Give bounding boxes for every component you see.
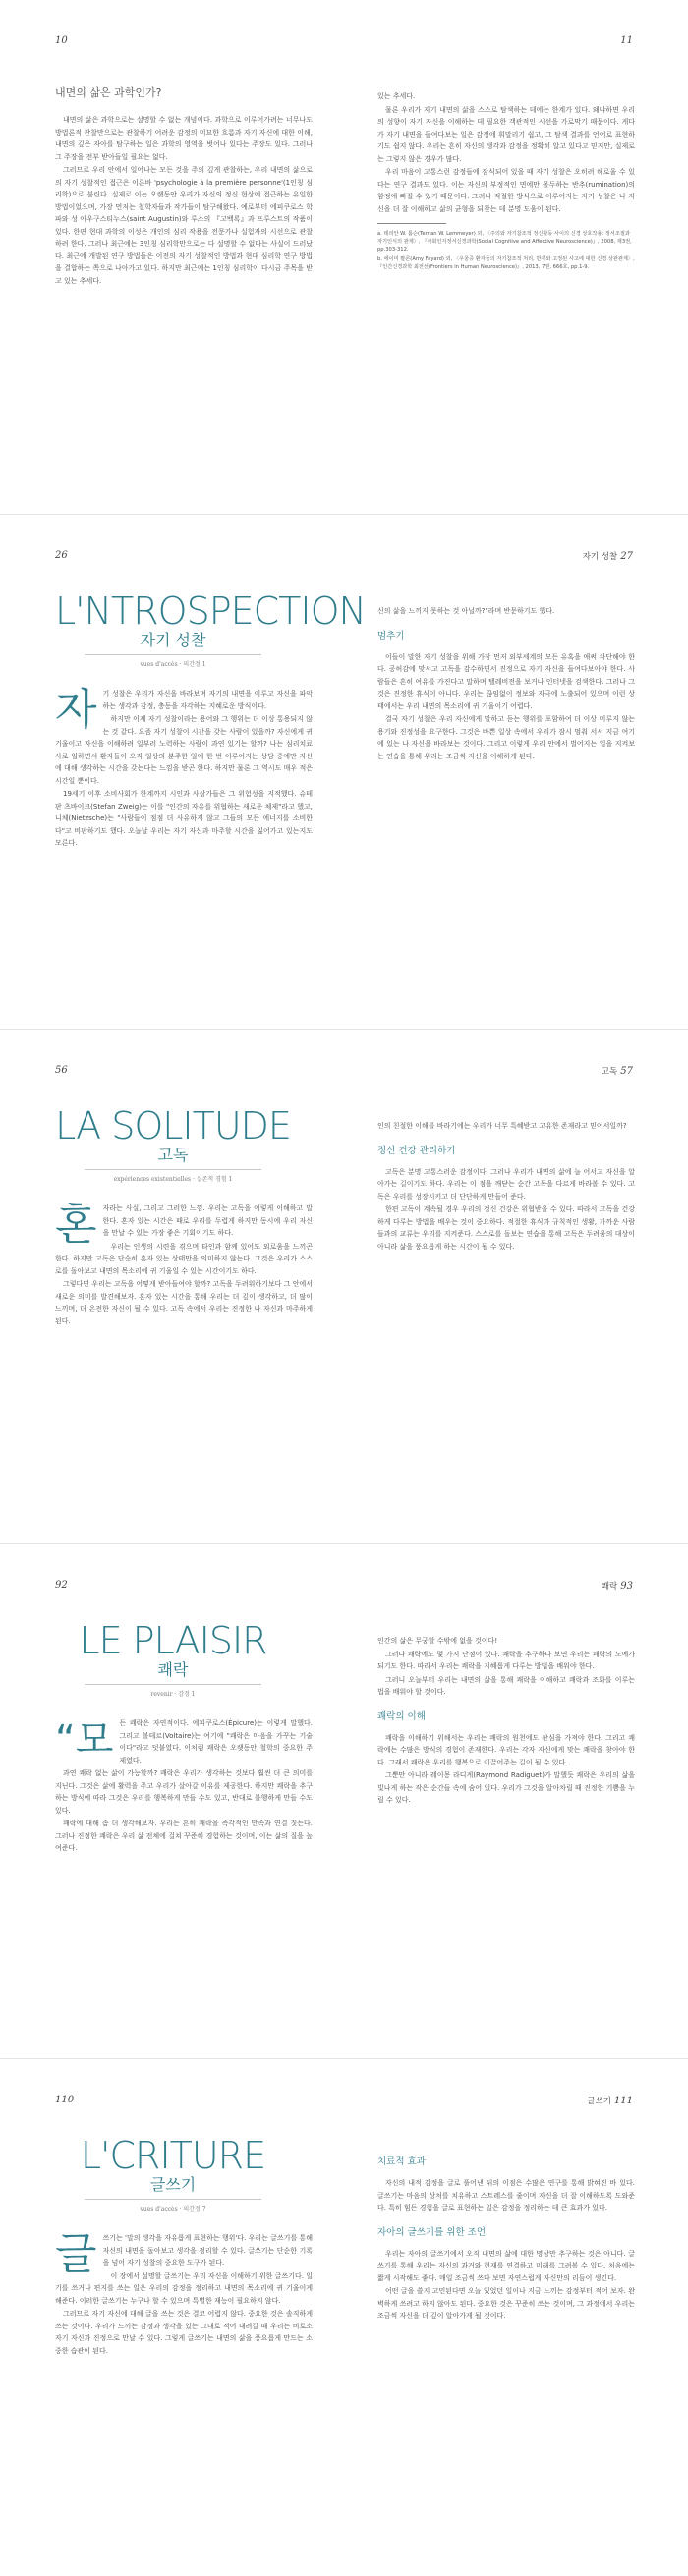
footnote: a. 테리안 W. 톰슨(Terrian W. Lemmeyer) 외, 〈주의와 자기참조적 정신활동 사이의 신경 상호작용: 정서조절과 자기인식의 관계〉, 『사회인지정서신경과학(Social Cognitive and Affective Neuroscience)』, 2008, 제3권, pp.303-312. xyxy=(377,231,632,252)
page-number xyxy=(583,550,633,562)
title-divider xyxy=(85,2199,261,2200)
spread-4 xyxy=(0,1544,688,2059)
paragraph-text: 든 쾌락은 자연적이다. 에피쿠로스(Épicure)는 이렇게 말했다. 그리고 볼테르(Voltaire)는 여기에 "쾌락은 마음을 가꾸는 기술이다"라고 덧붙였다. 이처럼 쾌락은 오랫동안 철학의 중요한 주제였다. xyxy=(119,1719,313,1764)
chapter-subtitle: expériences existentielles · 실존적 경험 1 xyxy=(113,1176,233,1183)
text-column xyxy=(377,2144,635,2324)
text-column xyxy=(55,1717,313,1856)
running-title: 자기 성찰 xyxy=(582,552,618,562)
page-number-value: 93 xyxy=(620,1581,633,1592)
spread-3 xyxy=(0,1030,688,1544)
text-column xyxy=(55,1200,313,1328)
paragraph: 그렇다면 우리는 고독을 어떻게 받아들여야 할까? 고독을 두려워하기보다 그 안에서 새로운 의미를 발견해보자. 혼자 있는 시간을 통해 우리는 더 깊이 생각하고, 더 많이 느끼며, 더 온전한 자신이 될 수 있다. 고독 속에서 우리는 진정한 나 자신과 마주하게 된다. xyxy=(55,1280,313,1325)
page-number xyxy=(587,2095,633,2106)
subheading: 정신 건강 관리하기 xyxy=(377,1145,456,1156)
chapter-title: L'NTROSPECTION xyxy=(55,589,366,633)
subheading: 쾌락의 이해 xyxy=(377,1710,426,1722)
paragraph: 과연 쾌락 없는 삶이 가능할까? 쾌락은 우리가 생각하는 것보다 훨씬 더 큰 의미를 지닌다. 그것은 삶에 활력을 주고 우리가 살아갈 이유를 제공한다. 하지만 쾌락을 추구하는 방식에 따라 그것은 우리를 행복하게 만들 수도 있고, 반대로 불행하게 만들 수도 있다. xyxy=(55,1769,313,1815)
paragraph-text: 자라는 사실, 그리고 그러한 느낌. 우리는 고독을 이렇게 이해하고 말한다. 혼자 있는 시간은 때로 우리를 두렵게 하지만 동시에 우리 자신을 만날 수 있는 가장 좋은 기회이기도 하다. xyxy=(102,1204,313,1237)
paragraph: 고독은 분명 고통스러운 감정이다. 그러나 우리가 내면의 삶에 늘 어서고 자신을 알아가는 길이기도 하다. 우리는 이 점을 깨닫는 순간 고독을 다르게 바라볼 수 있다. 고독은 우리를 성장시키고 더 단단하게 만들어 준다. xyxy=(377,1167,635,1201)
paragraph: 그러므로 자기 자신에 대해 글을 쓰는 것은 결코 어렵지 않다. 중요한 것은 솔직하게 쓰는 것이다. 우리가 느끼는 감정과 생각을 있는 그대로 적어 내려갈 때 우리는 비로소 자기 자신과 진정으로 만날 수 있다. 그렇게 글쓰기는 내면의 삶을 풍요롭게 만드는 소중한 습관이 된다. xyxy=(55,2310,313,2355)
paragraph: 물론 우리가 자기 내면의 삶을 스스로 탐색하는 데에는 한계가 있다. 왜냐하면 우리의 성향이 자기 자신을 이해하는 데 필요한 객관적인 시선을 가로막기 때문이다. 게다가 자기 내면을 들여다보는 일은 감정에 휘말리기 쉽고, 그 탐색 결과를 언어로 표현하기도 쉽지 않다. 우리는 흔히 자신의 생각과 감정을 정확히 알고 있다고 믿지만, 실제로는 그렇지 않은 경우가 많다. xyxy=(377,105,635,163)
paragraph xyxy=(55,1717,313,1766)
chapter-title-korean: 고독 xyxy=(157,1146,189,1164)
text-column xyxy=(377,1635,635,1808)
page-number: 11 xyxy=(620,35,633,46)
page-number-value: 27 xyxy=(620,551,633,562)
paragraph: 한편 고독이 계속될 경우 우리의 정신 건강은 위협받을 수 있다. 따라서 고독을 건강하게 다루는 방법을 배우는 것이 중요하다. 적절한 휴식과 규칙적인 생활, 가까운 사람들과의 교류는 우리를 지켜준다. 스스로를 돌보는 연습을 통해 고독은 두려움의 대상이 아니라 삶을 풍요롭게 하는 시간이 될 수 있다. xyxy=(377,1205,635,1251)
chapter-subtitle: vues d'accès · 의간정 7 xyxy=(140,2206,206,2212)
title-divider xyxy=(85,654,261,655)
paragraph: 어떤 글을 쓸지 고민된다면 오늘 있었던 일이나 지금 느끼는 감정부터 적어 보자. 완벽하게 쓰려고 하지 않아도 된다. 중요한 것은 꾸준히 쓰는 것이며, 그 과정에서 우리는 조금씩 자신을 더 깊이 알아가게 될 것이다. xyxy=(377,2287,635,2320)
section-heading: 내면의 삶은 과학인가? xyxy=(55,86,162,99)
chapter-title: LA SOLITUDE xyxy=(55,1104,291,1148)
chapter-subtitle: revenir · 감정 1 xyxy=(150,1691,196,1698)
chapter-title-korean: 글쓰기 xyxy=(149,2175,197,2194)
drop-cap: 자 xyxy=(55,685,97,735)
page-57 xyxy=(344,1030,688,1544)
drop-cap: 글 xyxy=(55,2229,97,2279)
page-11 xyxy=(344,0,688,515)
chapter-title-block xyxy=(55,2136,291,2212)
subheading: 자아의 글쓰기를 위한 조언 xyxy=(377,2226,487,2238)
title-divider xyxy=(85,1684,261,1685)
paragraph: 19세기 이후 소비사회가 한계까지 시인과 사상가들은 그 위험성을 지적했다. 슈테판 츠바이크(Stefan Zweig)는 이를 "인간의 자유를 위협하는 새로운 체제"라고 했고, 니체(Nietzsche)는 "사람들이 점점 더 사유하지 않고 그들의 모든 에너지를 소비한다"고 비판하기도 했다. 오늘날 우리는 자기 자신과 마주할 시간을 잃어가고 있는지도 모른다. xyxy=(55,790,313,847)
paragraph: 우리는 자아의 글쓰기에서 오직 내면의 삶에 대한 명상만 추구하는 것은 아니다. 글쓰기를 통해 우리는 자신의 과거와 현재를 연결하고 미래를 그려볼 수 있다. 처음에는 짧게 시작해도 좋다. 매일 조금씩 쓰다 보면 자연스럽게 자신만의 리듬이 생긴다. xyxy=(377,2249,635,2282)
chapter-title-block xyxy=(55,1106,291,1183)
title-divider xyxy=(85,1169,261,1170)
page-93 xyxy=(344,1544,688,2059)
paragraph: 자신의 내적 감정을 글로 풀어낸 뒤의 이점은 수많은 연구를 통해 밝혀진 바 있다. 글쓰기는 마음의 상처를 치유하고 스트레스를 줄이며 자신을 더 잘 이해하도록 도와준다. 특히 힘든 경험을 글로 표현하는 일은 감정을 정리하는 데 큰 효과가 있다. xyxy=(377,2179,635,2212)
spread-2 xyxy=(0,515,688,1030)
paragraph-text: 기 성찰은 우리가 자신을 바라보며 자기의 내면을 이루고 자신을 파악하는 생각과 감정, 충동을 자각하는 지혜로운 방식이다. xyxy=(102,690,313,710)
paragraph: 이 장에서 설명할 글쓰기는 우리 자신을 이해하기 위한 글쓰기다. 일기를 쓰거나 편지를 쓰는 일은 우리의 감정을 정리하고 내면의 목소리에 귀 기울이게 해준다. 이러한 글쓰기는 누구나 할 수 있으며 특별한 재능이 필요하지 않다. xyxy=(55,2271,313,2305)
text-column xyxy=(55,2229,313,2358)
page-10 xyxy=(0,0,344,515)
paragraph: 결국 자기 성찰은 우리 자신에게 말하고 듣는 행위를 포함하여 더 이상 미루지 않는 용기와 진정성을 요구한다. 그것은 바쁜 일상 속에서 우리가 잠시 멈춰 서서 지금 여기에 있는 나 자신을 바라보는 것이다. 그리고 이렇게 우리 안에서 벌어지는 일을 지켜보는 연습을 통해 우리는 조금씩 자신을 이해하게 된다. xyxy=(377,715,635,760)
paragraph xyxy=(55,1200,313,1250)
paragraph: 쾌락을 이해하기 위해서는 우리는 쾌락의 원천에도 관심을 가져야 한다. 그리고 쾌락에는 수많은 방식의 경험이 존재한다. 우리는 각자 자신에게 맞는 쾌락을 찾아야 한다. 그래서 쾌락은 우리를 행복으로 이끌어주는 길이 될 수 있다. xyxy=(377,1733,635,1766)
page-number: 92 xyxy=(55,1580,68,1591)
page-number: 10 xyxy=(55,35,68,46)
chapter-title-korean: 쾌락 xyxy=(157,1660,189,1679)
paragraph-text: 쓰기는 '말의 생각을 자유롭게 표현하는 행위'다. 우리는 글쓰기를 통해 자신의 내면을 돌아보고 생각을 정리할 수 있다. 글쓰기는 단순한 기록을 넘어 자기 성찰의 중요한 도구가 된다. xyxy=(102,2234,313,2267)
paragraph: 우리는 인생의 시련을 겪으며 타인과 함께 있어도 외로움을 느끼곤 한다. 하지만 고독은 단순히 혼자 있는 상태만을 의미하지 않는다. 그것은 우리가 스스로를 돌아보고 내면의 목소리에 귀 기울일 수 있는 시간이기도 하다. xyxy=(55,1242,313,1275)
running-title: 쾌락 xyxy=(601,1582,618,1592)
paragraph xyxy=(55,2229,313,2279)
paragraph: 그러니 오늘부터 우리는 내면의 삶을 통해 쾌락을 이해하고 쾌락과 조화를 이루는 법을 배워야 할 것이다. xyxy=(377,1675,635,1696)
paragraph: 이들이 말한 자기 성찰을 위해 가장 먼저 외부세계의 모든 유혹을 애써 차단해야 한다. 공허감에 맞서고 고독을 감수하면서 진정으로 자기 자신을 들여다보아야 한다. 사람들은 흔히 여유를 가진다고 말하며 텔레비전을 보거나 인터넷을 검색한다. 그러나 그것은 진정한 휴식이 아니다. 우리는 끊임없이 정보와 자극에 노출되어 있으며 이런 상태에서는 우리 내면의 목소리에 귀 기울이기 어렵다. xyxy=(377,652,635,710)
text-column xyxy=(377,605,635,763)
paragraph: 인간의 삶은 무궁할 수밖에 없을 것이다! xyxy=(377,1637,498,1645)
running-title: 고독 xyxy=(601,1067,618,1077)
running-title: 글쓰기 xyxy=(587,2097,611,2106)
page-110 xyxy=(0,2059,344,2574)
paragraph: 있는 추세다. xyxy=(377,92,416,100)
page-56 xyxy=(0,1030,344,1544)
paragraph: 내면의 삶은 과학으로는 설명할 수 없는 개념이다. 과학으로 이루어가려는 너무나도 방법론적 관찰만으로는 관찰하기 어려운 감정의 미묘한 흐름과 자기 자신에 대한 이해, 내면의 깊은 자아를 탐구하는 일은 과학의 영역을 벗어나 있다는 주장도 있다. 그러나 그 주장을 전부 받아들일 필요는 없다. xyxy=(55,116,313,161)
paragraph: 하지만 이제 자기 성찰이라는 용어와 그 행위는 더 이상 통용되지 않는 것 같다. 요즘 자기 성찰이 시간을 갖는 사람이 있을까? 자신에게 귀 기울이고 자신을 이해하려 일부러 노력하는 사람이 과연 있기는 할까? 나는 심리치료사로 일하면서 환자들이 오직 일상의 분주한 일에 한 번 이루어지는 상담 중에만 자신에 대해 생각하는 시간을 갖는다는 느낌을 받곤 한다. 하지만 물론 그 역시도 매우 적은 시간일 뿐이다. xyxy=(55,715,313,785)
footnote: b. 에이미 팔콘(Amy Fayard) 외, 〈우울증 환자들의 자기참조적 처리, 반추와 고정된 사고에 대한 신경 상관관계〉, 『인간신경과학 최전선(Frontiers in Human Neuroscience)』, 2013, 7권, 666호, pp.1-9. xyxy=(377,256,635,270)
drop-cap: 혼 xyxy=(55,1200,97,1250)
page-27 xyxy=(344,515,688,1030)
spread-5 xyxy=(0,2059,688,2576)
paragraph: 쾌락에 대해 좀 더 생각해보자. 우리는 흔히 쾌락을 즉각적인 만족과 연결 짓는다. 그러나 진정한 쾌락은 우리 삶 전체에 걸쳐 꾸준히 경험하는 것이며, 이는 삶의 질을 높여준다. xyxy=(55,1820,313,1852)
page-number-value: 111 xyxy=(613,2096,633,2106)
subheading: 멈추기 xyxy=(377,630,405,642)
chapter-title: LE PLAISIR xyxy=(79,1619,267,1662)
chapter-title-block xyxy=(55,1621,291,1698)
chapter-title-block xyxy=(55,589,366,668)
paragraph: 인의 친절한 이해를 바라기에는 우리가 너무 특혜받고 고유한 존재라고 믿어서일까? xyxy=(377,1122,627,1130)
page-number xyxy=(602,1065,633,1077)
paragraph: 우리 마음이 고통스런 감정들에 잠식되어 있을 때 자기 성찰은 오히려 해로울 수 있다는 연구 결과도 있다. 이는 자신의 부정적인 면에만 몰두하는 반추(rumination)의 함정에 빠질 수 있기 때문이다. 그러나 적절한 방식으로 이루어지는 자기 성찰은 나 자신을 더 잘 이해하고 삶의 균형을 되찾는 데 분명 도움이 된다. xyxy=(377,168,635,213)
page-111 xyxy=(344,2059,688,2574)
page-92 xyxy=(0,1544,344,2059)
page-number: 110 xyxy=(55,2095,75,2105)
footnote-divider xyxy=(377,223,446,224)
chapter-title: L'CRITURE xyxy=(80,2134,266,2177)
chapter-title-korean: 자기 성찰 xyxy=(140,631,206,649)
drop-cap: “모 xyxy=(55,1717,114,1763)
paragraph: 그러나 쾌락에도 몇 가지 단점이 있다. 쾌락을 추구하다 보면 우리는 쾌락의 노예가 되기도 한다. 따라서 우리는 쾌락을 지혜롭게 다루는 방법을 배워야 한다. xyxy=(377,1650,635,1670)
spread-1 xyxy=(0,0,688,515)
text-column xyxy=(377,1120,635,1254)
text-column xyxy=(55,84,313,288)
text-column xyxy=(55,685,313,851)
page-number: 26 xyxy=(55,550,68,561)
page-26 xyxy=(0,515,366,1030)
paragraph: 그러므로 우리 안에서 일어나는 모든 것을 주의 깊게 관찰하는, 우리 내면의 삶으로의 자기 성찰적인 접근은 이른바 'psychologie à la première personne'(1인칭 심리학)으로 불린다. 실제로 이는 오랫동안 우리가 자신의 정신 현상에 접근하는 유일한 방법이었으며, 가장 먼저는 철학자들과 작가들이 탐구해왔다. 예로부터 에피쿠로스 학파와 성 아우구스티누스(saint Augustin)와 루소의 『고백록』과 프루스트의 작품이 있다. 한편 현대 과학의 이성은 개인의 심리 작용을 전문가나 실험자의 시선으로 관찰하려 한다. 그러나 최근에는 3인칭 심리학만으로는 다 설명할 수 없다는 사실이 드러났다. 최근에 개발된 연구 방법들은 이전의 자기 성찰적인 방법과 현대 심리학 연구 방법을 결합하는 쪽으로 나아가고 있다. 하지만 최근에는 1인칭 심리학이 다시금 주목을 받고 있는 추세다. xyxy=(55,166,313,285)
subheading: 치료적 효과 xyxy=(377,2156,426,2167)
page-number: 56 xyxy=(55,1065,68,1076)
text-column xyxy=(377,90,635,273)
paragraph: 그뿐만 아니라 레이몽 라디게(Raymond Radiguet)가 말했듯 쾌락은 우리의 삶을 빛나게 하는 작은 순간들 속에 숨어 있다. 우리가 그것을 알아차릴 때 진정한 기쁨을 누릴 수 있다. xyxy=(377,1771,635,1804)
page-number-value: 57 xyxy=(620,1066,633,1077)
paragraph: 신의 삶을 느끼지 못하는 것 아닐까?"라며 반문하기도 했다. xyxy=(377,607,555,615)
page-number xyxy=(602,1580,633,1592)
paragraph xyxy=(55,685,313,735)
chapter-subtitle: vues d'accès · 의간정 1 xyxy=(140,661,206,668)
